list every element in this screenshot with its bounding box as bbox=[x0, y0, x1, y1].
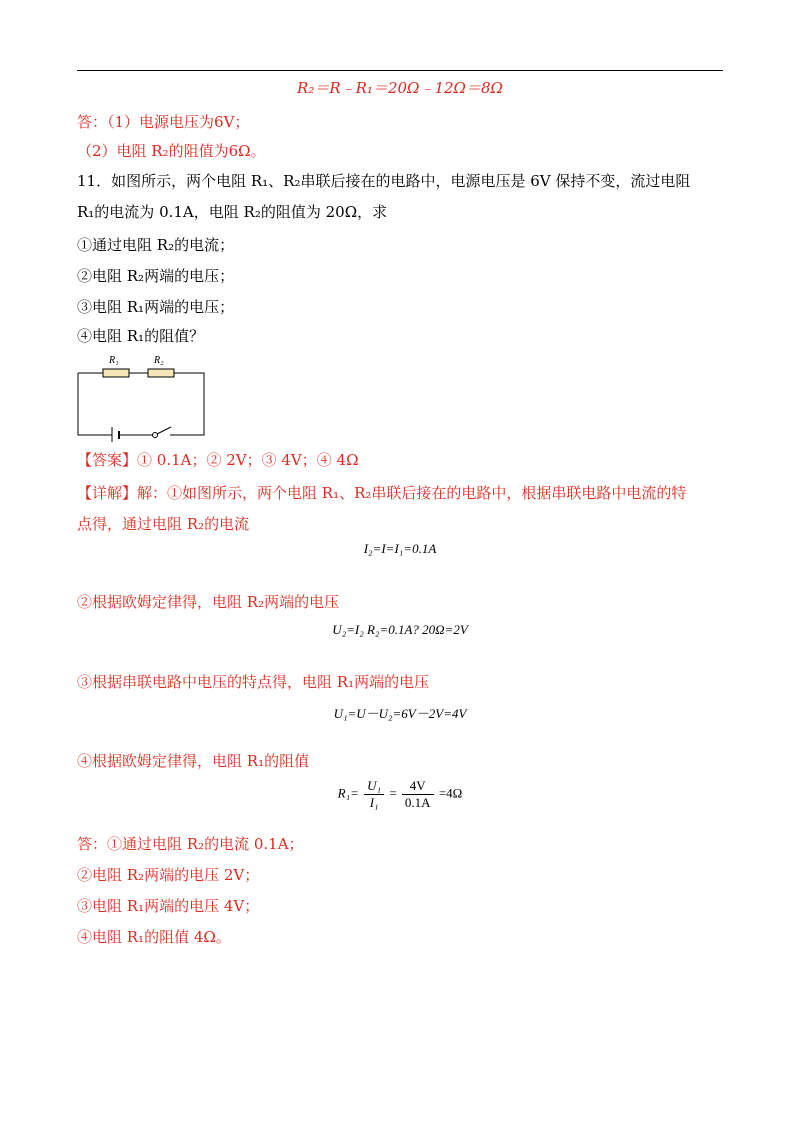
answer-tag: 【答案】 bbox=[77, 451, 138, 469]
equation-voltage-r2: U₂=I₂ R₂=0.1A? 20Ω=2V bbox=[332, 622, 468, 637]
eq4-equals: = bbox=[389, 785, 397, 801]
question-item-4: ④电阻 R₁的阻值？ bbox=[77, 327, 205, 345]
equation-voltage-r1: U₁=U－U₂=6V－2V=4V bbox=[333, 706, 467, 721]
step3-text: ③根据串联电路中电压的特点得，电阻 R₁两端的电压 bbox=[77, 673, 430, 691]
prev-answer-line2: （2）电阻 R₂的阻值为6Ω。 bbox=[77, 142, 266, 160]
final-answer-1: 答：①通过电阻 R₂的电流 0.1A； bbox=[77, 835, 304, 853]
final-answer-4: ④电阻 R₁的阻值 4Ω。 bbox=[77, 928, 231, 946]
equation-resistance-r1 bbox=[0, 778, 800, 811]
question-line1: 11．如图所示，两个电阻 R₁、R₂串联后接在的电路中，电源电压是 6V 保持不变，流过电阻 bbox=[77, 172, 691, 190]
question-item-2: ②电阻 R₂两端的电压； bbox=[77, 267, 235, 285]
question-item-3: ③电阻 R₁两端的电压； bbox=[77, 298, 235, 316]
circuit-wire-top bbox=[78, 373, 204, 435]
switch-lever bbox=[157, 427, 171, 434]
detail-tag: 【详解】 bbox=[77, 484, 138, 502]
resistor-r2 bbox=[148, 369, 174, 377]
header-rule bbox=[77, 70, 723, 71]
fraction-u1-i1 bbox=[364, 778, 384, 811]
eq4-right: =4Ω bbox=[438, 785, 463, 801]
fraction-4v-01a bbox=[402, 778, 434, 811]
fraction-4v: 4V bbox=[402, 778, 434, 795]
resistor-r1 bbox=[103, 369, 129, 377]
step4-text: ④根据欧姆定律得，电阻 R₁的阻值 bbox=[77, 752, 310, 770]
question-item-1: ①通过电阻 R₂的电流； bbox=[77, 236, 235, 254]
eq4-left: R₁= bbox=[337, 785, 359, 801]
final-answer-3: ③电阻 R₁两端的电压 4V； bbox=[77, 897, 260, 915]
step2-text: ②根据欧姆定律得，电阻 R₂两端的电压 bbox=[77, 593, 340, 611]
r1-label: R₁ bbox=[109, 355, 119, 366]
prev-answer-line1: 答：（1）电源电压为6V； bbox=[77, 113, 250, 131]
fraction-u1: U₁ bbox=[364, 778, 384, 795]
detail-text: 解：①如图所示，两个电阻 R₁、R₂串联后接在的电路中，根据串联电路中电流的特 bbox=[137, 484, 687, 502]
answer-text: ① 0.1A；② 2V；③ 4V；④ 4Ω bbox=[137, 451, 359, 469]
equation-current: I₂=I=I₁=0.1A bbox=[363, 541, 437, 556]
circuit-diagram bbox=[75, 352, 210, 442]
fraction-i1: I₁ bbox=[369, 795, 379, 810]
switch-contact bbox=[153, 433, 158, 438]
circuit-wire-left bbox=[78, 373, 112, 435]
r2-label: R₂ bbox=[154, 355, 164, 366]
final-answer-2: ②电阻 R₂两端的电压 2V； bbox=[77, 866, 260, 884]
detail-line1 bbox=[77, 483, 686, 503]
detail-line2: 点得，通过电阻 R₂的电流 bbox=[77, 515, 250, 533]
answer-line bbox=[77, 450, 359, 470]
question-line2: R₁的电流为 0.1A，电阻 R₂的阻值为 20Ω，求 bbox=[77, 203, 388, 221]
fraction-01a: 0.1A bbox=[404, 795, 431, 810]
top-equation: R₂＝R﹣R₁＝20Ω﹣12Ω＝8Ω bbox=[297, 79, 503, 97]
